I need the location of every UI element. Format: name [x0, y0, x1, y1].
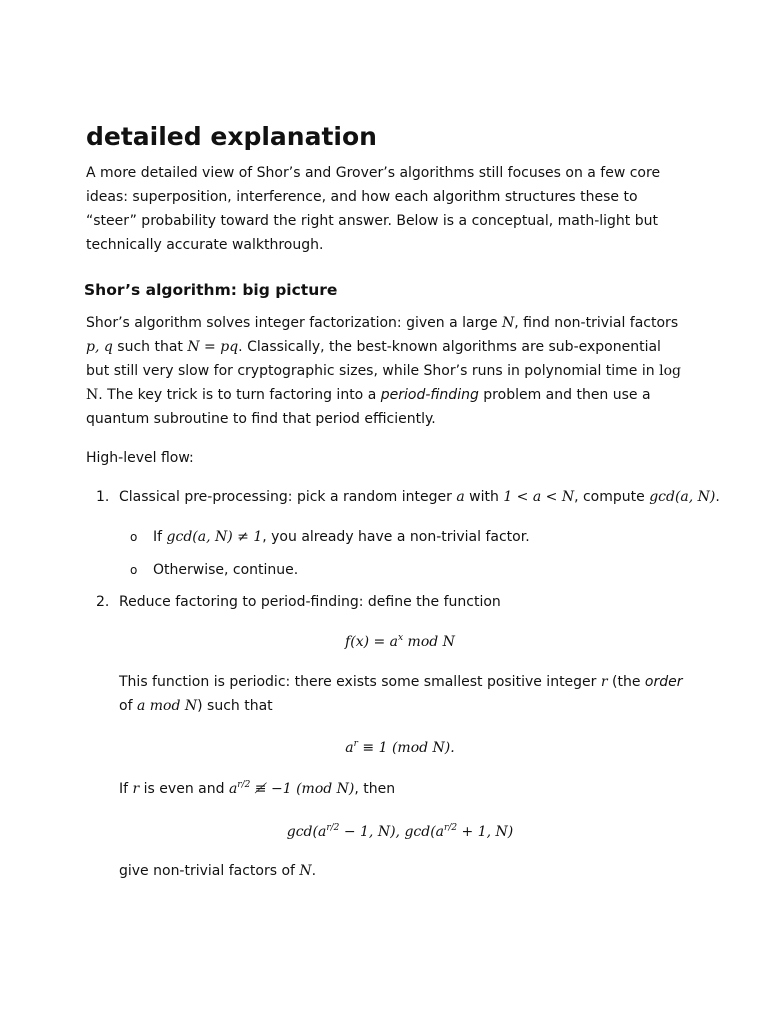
list-number-1: 1. — [96, 489, 110, 505]
final-line — [119, 859, 316, 883]
even-condition-line — [119, 777, 395, 801]
emphasis-order: order — [644, 674, 683, 690]
sub-bullet-marker: o — [130, 563, 138, 577]
text-run: . The key trick is to turn factoring into a — [98, 387, 381, 403]
intro-paragraph: A more detailed view of Shor’s and Grover’s algorithms still focuses on a few core ideas: superposition, interference, and how each algorithm structures these to “steer” probability toward the right answer. Below is a conceptual, math-light but technically accurate walkthrough. — [86, 165, 661, 253]
math-a: a — [456, 489, 465, 505]
math-condition — [229, 781, 354, 797]
eq-part: ≢ −1 (mod N) — [250, 781, 355, 797]
list-number-2: 2. — [96, 594, 110, 610]
math-gcd: gcd(a, N) — [649, 489, 716, 505]
text-run: . — [715, 489, 720, 505]
emphasis-period-finding: period-finding — [380, 387, 479, 403]
math-N: N — [299, 863, 312, 879]
math-range: 1 < a < N — [503, 489, 575, 505]
eq-part: a — [228, 781, 238, 797]
text-run: Classical pre-processing: pick a random integer — [119, 489, 457, 505]
step2-text: Reduce factoring to period-finding: define the function — [119, 594, 501, 610]
text-run: of — [119, 698, 137, 714]
math-pq: p, q — [86, 339, 113, 355]
section-heading: Shor’s algorithm: big picture — [84, 281, 338, 299]
eq-part: ≡ 1 (mod N). — [357, 740, 455, 756]
text-run: ) such that — [197, 698, 273, 714]
equation-gcd-factors — [119, 820, 681, 844]
eq-part: + 1, N) — [457, 824, 514, 840]
math-a-mod-N: a mod N — [136, 698, 198, 714]
periodic-paragraph — [119, 670, 684, 718]
eq-superscript: r/2 — [444, 823, 458, 833]
sub-bullet-marker: o — [130, 530, 138, 544]
text-run: is even and — [139, 781, 229, 797]
equation-function-def — [119, 630, 681, 654]
page-title: detailed explanation — [86, 122, 377, 151]
text-run: Shor’s algorithm solves integer factorization: given a large — [86, 315, 503, 331]
eq-superscript: r/2 — [237, 780, 251, 790]
math-logN: log N — [86, 363, 681, 403]
eq-superscript: r/2 — [326, 823, 340, 833]
text-run: , find non-trivial factors — [514, 315, 679, 331]
sub-item-continue: Otherwise, continue. — [153, 562, 299, 578]
math-N-eq-pq: N = pq — [187, 339, 239, 355]
text-run: If — [153, 529, 167, 545]
flow-label: High-level flow: — [86, 450, 194, 466]
step1-text — [119, 485, 720, 509]
text-run: , you already have a non-trivial factor. — [262, 529, 530, 545]
text-run: If — [119, 781, 133, 797]
text-run: problem and then use a quantum subroutine to find that period efficiently. — [86, 387, 651, 427]
equation-order — [119, 736, 681, 760]
text-run: , then — [354, 781, 396, 797]
text-run: with — [464, 489, 504, 505]
eq-superscript: x — [398, 633, 404, 643]
eq-part: gcd(a — [286, 824, 327, 840]
math-N: N — [502, 315, 515, 331]
eq-part: a — [345, 740, 354, 756]
math-gcd-condition: gcd(a, N) ≠ 1 — [166, 529, 263, 545]
text-run: give non-trivial factors of — [119, 863, 300, 879]
eq-part: − 1, N), gcd(a — [339, 824, 445, 840]
eq-part: f(x) = a — [345, 634, 399, 650]
text-run: This function is periodic: there exists some smallest positive integer — [119, 674, 601, 690]
math-r: r — [600, 674, 608, 690]
math-r: r — [132, 781, 140, 797]
text-run: . Classically, the best-known algorithms are sub-exponential but still very slow for cryptographic sizes, while Shor’s runs in polynomial time in — [86, 339, 661, 379]
eq-part: mod N — [403, 634, 455, 650]
text-run: (the — [607, 674, 645, 690]
sub-item-gcd-not-one — [153, 525, 530, 549]
text-run: such that — [117, 339, 188, 355]
eq-superscript: r — [353, 739, 358, 749]
text-run: , compute — [574, 489, 650, 505]
shor-overview-paragraph — [86, 311, 686, 431]
text-run: . — [311, 863, 317, 879]
